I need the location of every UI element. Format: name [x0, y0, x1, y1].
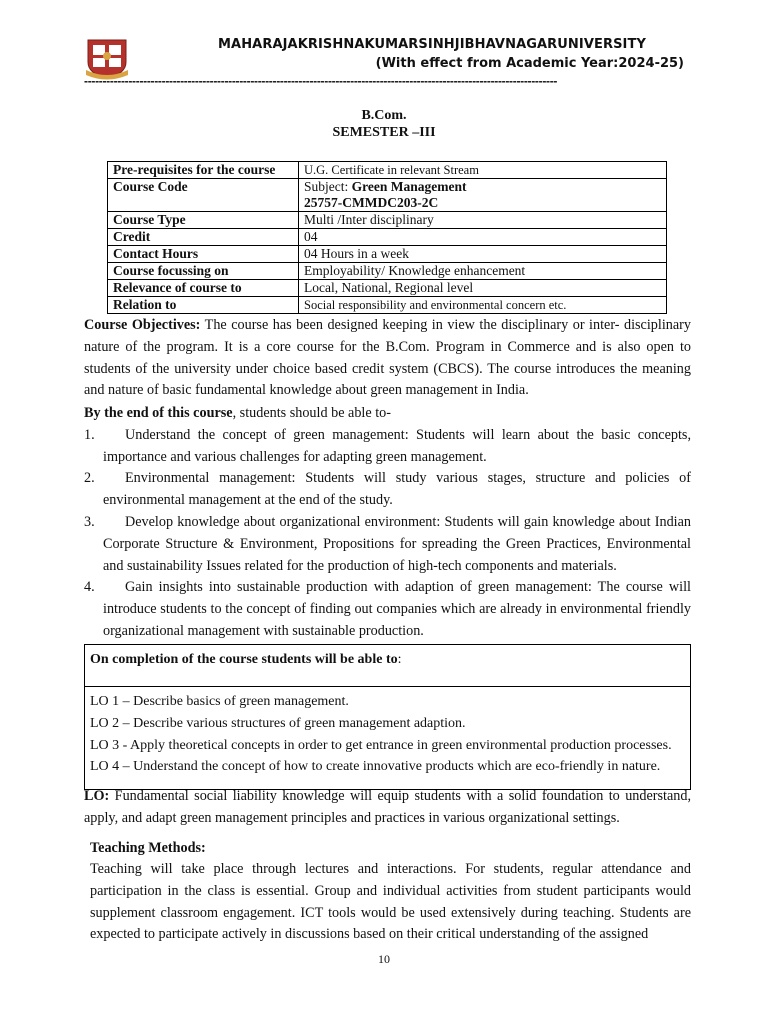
list-number: 2.	[84, 470, 95, 486]
teaching-methods-heading: Teaching Methods:	[90, 840, 206, 856]
list-number: 1.	[84, 427, 95, 443]
list-item	[84, 577, 691, 642]
course-objectives	[84, 315, 691, 402]
objectives-text: The course has been designed keeping in view the disciplinary or inter- disciplinary nature of the program. It is a core course for the B.Com. Program in Commerce and is also open to students of the university under choice based credit system (CBCS). The course introduces the meaning and nature of basic fundamental knowledge about green management in India.	[84, 317, 691, 399]
list-text: Gain insights into sustainable production with adaption of green management: The course will introduce students to the concept of finding out companies which are already in environmental friendly organizational management with sustainable production.	[103, 579, 691, 639]
list-number: 4.	[84, 579, 95, 595]
page-number: 10	[378, 952, 390, 966]
university-name: MAHARAJAKRISHNAKUMARSINHJIBHAVNAGARUNIVERSITY	[218, 37, 646, 52]
list-text: Environmental management: Students will study various stages, structure and policies of environmental management at the end of the study.	[103, 470, 691, 508]
lo-note-label: LO:	[84, 788, 110, 804]
lo-list	[85, 687, 690, 778]
table-row	[108, 280, 667, 297]
table-row	[108, 297, 667, 314]
header-divider: --------------------------------------------------------------------------------------------------------------------------------	[84, 74, 558, 88]
list-text: Develop knowledge about organizational environment: Students will gain knowledge about Indian Corporate Structure & Environment, Propositions for spreading the Green Practices, Environmental and sustainability Issues related for the production of high-tech components and materials.	[103, 514, 691, 574]
learning-outcomes-box	[84, 644, 691, 790]
list-number: 3.	[84, 514, 95, 530]
info-key: Contact Hours	[108, 246, 299, 263]
info-value	[299, 179, 667, 212]
table-row	[108, 179, 667, 212]
info-key: Credit	[108, 229, 299, 246]
lo-item: LO 2 – Describe various structures of green management adaption.	[90, 715, 466, 731]
info-key: Course focussing on	[108, 263, 299, 280]
effective-year: (With effect from Academic Year:2024-25)	[375, 56, 684, 71]
teaching-methods-text: Teaching will take place through lectures and interactions. For students, regular attendance and participation in the class is essential. Group and individual activities from student participants would supplement classroom engagement. ICT tools would be used extensively during teaching. Students are expected to participate actively in discussions based on their critical understanding of the assigned	[90, 861, 691, 943]
objectives-label: Course Objectives:	[84, 317, 201, 333]
info-value: 04	[299, 229, 667, 246]
list-item	[84, 468, 691, 512]
program-title: B.Com.	[361, 108, 407, 123]
lo-item: LO 1 – Describe basics of green management.	[90, 694, 349, 709]
list-item	[84, 512, 691, 577]
table-row	[108, 263, 667, 280]
list-text: Understand the concept of green management: Students will learn about the basic concepts, importance and various challenges for adapting green management.	[103, 427, 691, 465]
lo-item: LO 4 – Understand the concept of how to create innovative products which are eco-friendly in nature.	[90, 759, 661, 775]
by-end-line	[84, 403, 691, 425]
subject-prefix: Subject:	[304, 179, 352, 194]
table-row	[108, 212, 667, 229]
info-value: 04 Hours in a week	[299, 246, 667, 263]
lo-note	[84, 786, 691, 830]
info-value: Multi /Inter disciplinary	[299, 212, 667, 229]
table-row	[108, 162, 667, 179]
semester-title: SEMESTER –III	[332, 125, 436, 140]
course-info-table	[107, 161, 667, 314]
lo-note-text: Fundamental social liability knowledge will equip students with a solid foundation to understand, apply, and adapt green management principles and practices in various organizational settings.	[84, 788, 691, 826]
lo-heading-colon: :	[397, 652, 402, 667]
info-value: Local, National, Regional level	[299, 280, 667, 297]
info-value: Social responsibility and environmental concern etc.	[299, 297, 667, 314]
info-value: Employability/ Knowledge enhancement	[299, 263, 667, 280]
info-value: U.G. Certificate in relevant Stream	[299, 162, 667, 179]
course-code: 25757-CMMDC203-2C	[304, 195, 439, 210]
info-key: Course Type	[108, 212, 299, 229]
info-key: Pre-requisites for the course	[108, 162, 299, 179]
subject-name: Green Management	[351, 179, 467, 194]
list-item	[84, 425, 691, 469]
by-end-text: , students should be able to-	[232, 405, 391, 421]
lo-heading-text: On completion of the course students will be able to	[90, 652, 398, 667]
by-end-label: By the end of this course	[84, 405, 233, 421]
info-key: Course Code	[108, 179, 299, 212]
info-key: Relation to	[108, 297, 299, 314]
learning-outcomes-heading	[85, 645, 690, 687]
table-row	[108, 229, 667, 246]
info-key: Relevance of course to	[108, 280, 299, 297]
lo-item: LO 3 - Apply theoretical concepts in order to get entrance in green environmental production processes.	[90, 737, 672, 753]
table-row	[108, 246, 667, 263]
